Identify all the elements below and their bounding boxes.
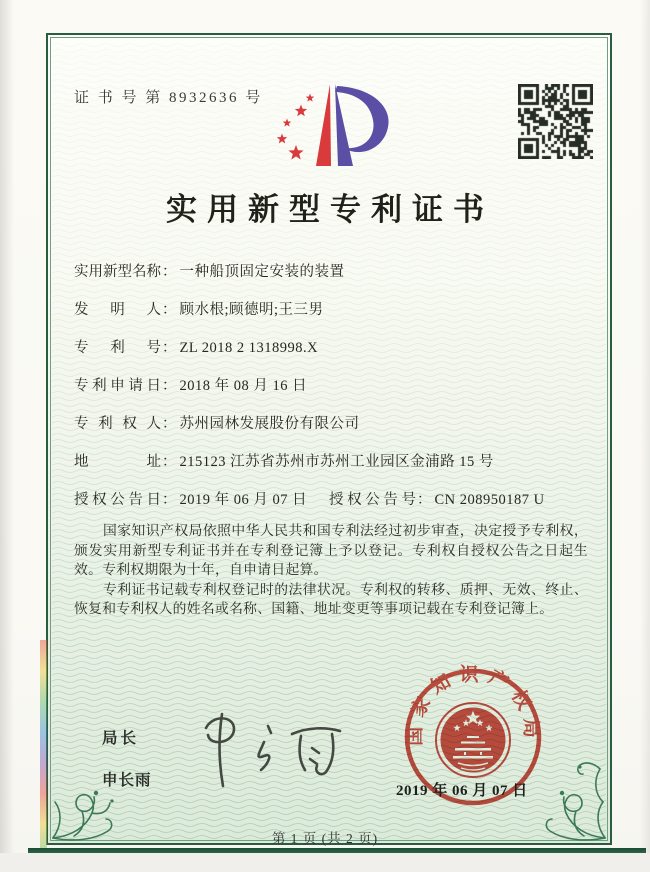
officer-name: 申长雨 (102, 772, 152, 789)
field-label: 发明人 (74, 302, 161, 318)
field-label: 授权公告号 (329, 492, 416, 508)
logo-red-wedge (316, 84, 331, 166)
field-row-name (74, 260, 574, 280)
certificate-fields (74, 260, 574, 526)
field-colon: ： (162, 492, 177, 508)
field-label: 专利权人 (74, 416, 161, 432)
next-page-edge-line (28, 848, 646, 853)
field-row-inventors (74, 298, 574, 318)
right-edge-shadow (640, 0, 650, 872)
legal-paragraph-1: 国家知识产权局依照中华人民共和国专利法经过初步审查，决定授予专利权，颁发实用新型专利证书并在专利登记簿上予以登记。专利权自授权公告之日起生效。专利权期限为十年，自申请日起算。 (74, 523, 588, 578)
national-emblem (436, 703, 510, 777)
patent-office-logo-icon (268, 74, 410, 174)
field-value: 一种船顶固定安装的装置 (179, 264, 345, 280)
field-row-filing-date (74, 374, 574, 394)
certificate-title: 实用新型专利证书 (166, 192, 494, 227)
officer-block (102, 726, 152, 790)
holographic-security-strip (40, 640, 47, 855)
field-colon: ： (162, 416, 177, 432)
field-colon: ： (162, 378, 177, 394)
field-value: 215123 江苏省苏州市苏州工业园区金浦路 15 号 (179, 454, 494, 470)
scanner-background (0, 853, 650, 872)
field-label: 授权公告日 (74, 492, 161, 508)
qr-code (518, 84, 593, 159)
field-colon: ： (162, 302, 177, 318)
legal-paragraph-2: 专利证书记载专利权登记时的法律状况。专利权的转移、质押、无效、终止、恢复和专利权人的姓名或名称、国籍、地址变更等事项记载在专利登记簿上。 (74, 581, 588, 617)
field-label: 实用新型名称 (74, 264, 161, 280)
left-edge-shadow (0, 0, 14, 872)
legal-text (74, 521, 588, 619)
seal-arc-text: 国家知识产权局 (404, 664, 542, 746)
certificate-number: 证 书 号 第 8932636 号 (74, 90, 263, 106)
field-label: 地址 (74, 454, 161, 470)
officer-title: 局长 (102, 730, 140, 747)
field-value: ZL 2018 2 1318998.X (179, 340, 319, 356)
field-colon: ： (162, 340, 177, 356)
page-footer: 第 1 页 (共 2 页) (271, 831, 379, 846)
field-colon: ： (162, 454, 177, 470)
field-label: 专利申请日 (74, 378, 161, 394)
field-value: 2018 年 08 月 16 日 (179, 378, 308, 394)
logo-purple-wedge (335, 84, 353, 166)
director-signature (188, 698, 353, 798)
field-row-grant-date (74, 488, 574, 508)
field-value: 2019 年 06 月 07 日 (179, 492, 308, 508)
field-label: 专利号 (74, 340, 161, 356)
field-value: CN 208950187 U (434, 492, 545, 508)
field-colon: ： (417, 492, 432, 508)
logo-stars (277, 94, 315, 160)
seal-date: 2019 年 06 月 07 日 (396, 783, 528, 799)
field-value: 苏州园林发展股份有限公司 (179, 416, 360, 432)
field-row-address (74, 450, 574, 470)
field-row-patent-number (74, 336, 574, 356)
field-row-patentee (74, 412, 574, 432)
field-value: 顾水根;顾德明;王三男 (179, 302, 324, 318)
field-grant-number (329, 488, 545, 509)
field-colon: ： (162, 264, 177, 280)
